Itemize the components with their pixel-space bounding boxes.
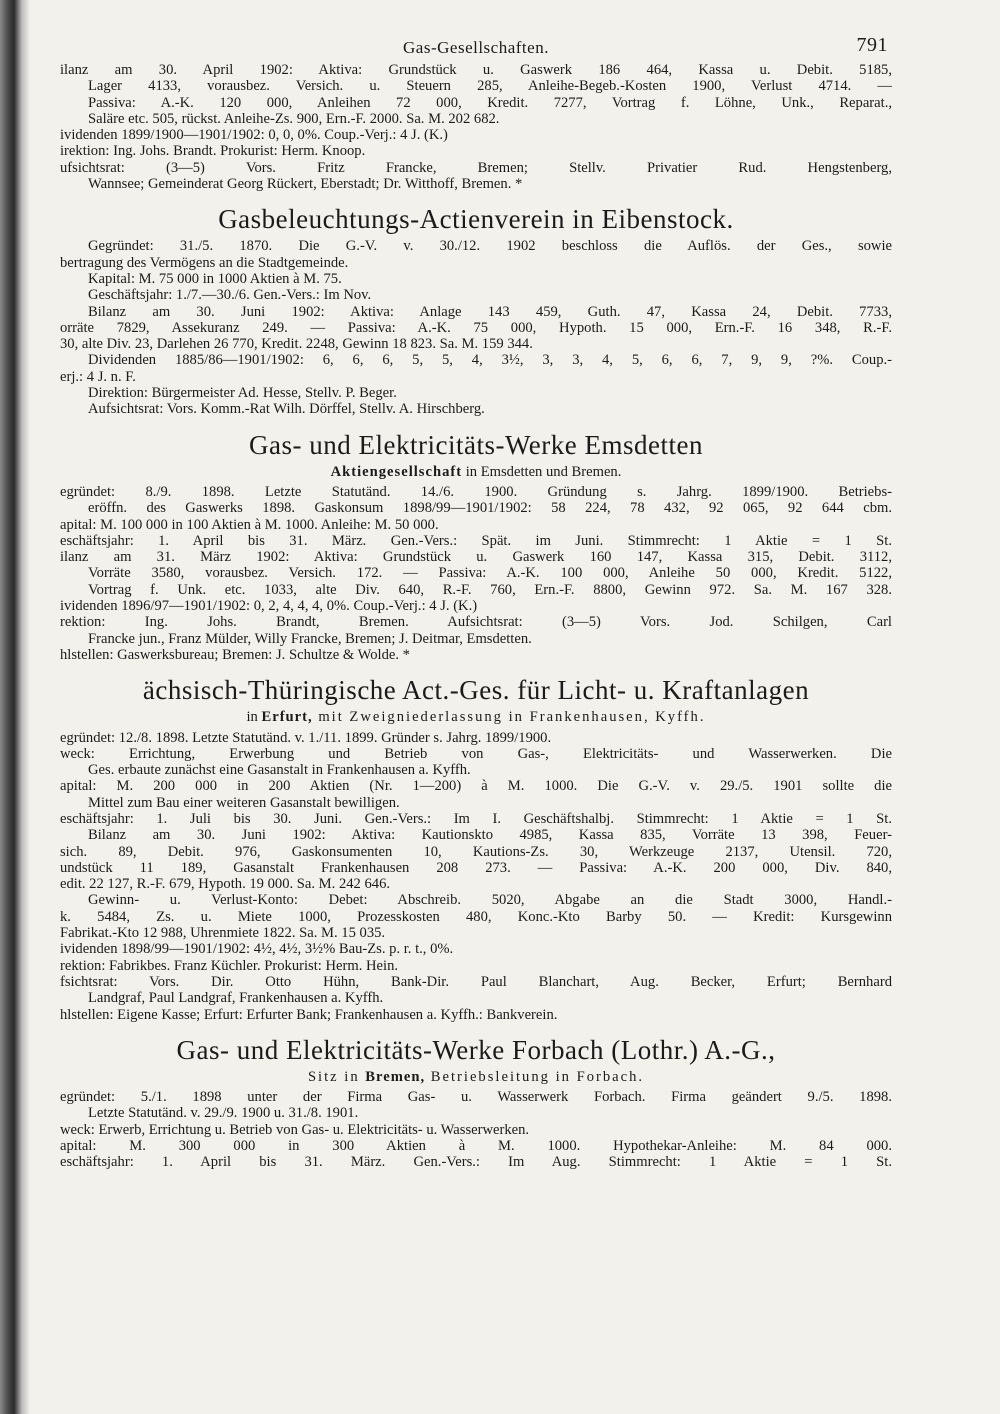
text-line: apital: M. 200 000 in 200 Aktien (Nr. 1—200) à M. 1000. Die G.-V. v. 29./5. 1901 sollte die <box>60 778 892 795</box>
text-line: Lager 4133, vorausbez. Versich. u. Steuern 285, Anleihe-Begeb.-Kosten 1900, Verlust 4714. — <box>88 78 892 95</box>
text-line: Bilanz am 30. Juni 1902: Aktiva: Kautionskto 4985, Kassa 835, Vorräte 13 398, Feuer- <box>88 827 892 844</box>
text-line: sich. 89, Debit. 976, Gaskonsumenten 10, Kautions-Zs. 30, Werkzeuge 2137, Utensil. 720, <box>60 843 892 860</box>
company-subtitle <box>60 1069 892 1085</box>
text-line: eröffn. des Gaswerks 1898. Gaskonsum 1898/99—1901/1902: 58 224, 78 432, 92 065, 92 644 cbm. <box>88 500 892 517</box>
entry-forbach <box>60 1033 892 1171</box>
text-line: weck: Errichtung, Erwerbung und Betrieb von Gas-, Elektricitäts- und Wasserwerken. Die <box>60 745 892 762</box>
text-line: Aufsichtsrat: Vors. Komm.-Rat Wilh. Dörffel, Stellv. A. Hirschberg. <box>88 401 485 418</box>
company-title: ächsisch-Thüringische Act.-Ges. für Licht- u. Kraftanlagen <box>142 675 810 706</box>
company-title: Gas- und Elektricitäts-Werke Forbach (Lothr.) A.-G., <box>176 1034 776 1065</box>
entry-eibenstock <box>60 202 892 417</box>
text-line: Vorräte 3580, vorausbez. Versich. 172. — Passiva: A.-K. 100 000, Anleihe 50 000, Kredit. 5122, <box>88 565 892 582</box>
scanned-page-edge <box>0 0 30 1414</box>
company-subtitle-bold: Erfurt, <box>261 709 313 726</box>
text-line: 30, alte Div. 23, Darlehen 26 770, Kredit. 2248, Gewinn 18 823. Sa. M. 159 344. <box>60 336 533 353</box>
text-line: k. 5484, Zs. u. Miete 1000, Prozesskosten 480, Konc.-Kto Barby 50. — Kredit: Kursgewinn <box>60 908 892 925</box>
text-line: ividenden 1899/1900—1901/1902: 0, 0, 0%. Coup.-Verj.: 4 J. (K.) <box>60 127 448 144</box>
company-subtitle-rest: in Emsdetten und Bremen. <box>462 463 622 480</box>
text-line: Francke jun., Franz Mülder, Willy Francke, Bremen; J. Deitmar, Emsdetten. <box>88 630 532 647</box>
text-line: Gewinn- u. Verlust-Konto: Debet: Abschreib. 5020, Abgabe an die Stadt 3000, Handl.- <box>88 892 892 909</box>
company-subtitle-rest: Betriebsleitung in Forbach. <box>425 1068 645 1085</box>
text-line: Letzte Statutänd. v. 29./9. 1900 u. 31./8. 1901. <box>88 1105 359 1122</box>
text-line: egründet: 5./1. 1898 unter der Firma Gas- u. Wasserwerk Forbach. Firma geändert 9./5. 1898. <box>60 1089 892 1106</box>
text-line: Bilanz am 30. Juni 1902: Aktiva: Anlage 143 459, Guth. 47, Kassa 24, Debit. 7733, <box>88 303 892 320</box>
text-line: ividenden 1898/99—1901/1902: 4½, 4½, 3½% Bau-Zs. p. r. t., 0%. <box>60 941 454 958</box>
page-number: 791 <box>856 34 888 56</box>
entry-erfurt <box>60 673 892 1023</box>
text-line: egründet: 8./9. 1898. Letzte Statutänd. 14./6. 1900. Gründung s. Jahrg. 1899/1900. Betriebs- <box>60 483 892 500</box>
text-line: apital: M. 100 000 in 100 Aktien à M. 1000. Anleihe: M. 50 000. <box>60 516 439 533</box>
company-subtitle <box>60 709 892 725</box>
text-line: Saläre etc. 505, rückst. Anleihe-Zs. 900, Ern.-F. 2000. Sa. M. 202 682. <box>88 110 500 127</box>
document-page <box>60 30 892 1171</box>
text-line: Fabrikat.-Kto 12 988, Uhrenmiete 1822. Sa. M. 15 035. <box>60 925 386 942</box>
text-line: Dividenden 1885/86—1901/1902: 6, 6, 6, 5, 5, 4, 3½, 3, 3, 4, 5, 6, 6, 7, 9, 9, ?%. Coup.- <box>88 352 892 369</box>
text-line: Kapital: M. 75 000 in 1000 Aktien à M. 75. <box>88 270 342 287</box>
company-subtitle-bold: Aktiengesellschaft <box>330 463 463 480</box>
text-line: orräte 7829, Assekuranz 249. — Passiva: A.-K. 75 000, Hypoth. 15 000, Ern.-F. 16 348, R.-F. <box>60 319 892 336</box>
text-line: erj.: 4 J. n. F. <box>60 368 136 385</box>
text-line: weck: Erwerb, Errichtung u. Betrieb von Gas- u. Elektricitäts- u. Wasserwerken. <box>60 1121 530 1138</box>
running-head-title: Gas-Gesellschaften. <box>403 38 549 57</box>
text-line: fsichtsrat: Vors. Dir. Otto Hühn, Bank-Dir. Paul Blanchart, Aug. Becker, Erfurt; Bernhard <box>60 973 892 990</box>
company-title: Gasbeleuchtungs-Actienverein in Eibenstock. <box>218 204 734 235</box>
entry-emsdetten <box>60 428 892 664</box>
text-line: irektion: Ing. Johs. Brandt. Prokurist: Herm. Knoop. <box>60 143 366 160</box>
text-line: hlstellen: Gaswerksbureau; Bremen: J. Schultze & Wolde. * <box>60 646 410 663</box>
text-line: Vortrag f. Unk. etc. 1033, alte Div. 640, R.-F. 760, Ern.-F. 8800, Gewinn 972. Sa. M. 167 328. <box>88 581 892 598</box>
text-line: Wannsee; Gemeinderat Georg Rückert, Eberstadt; Dr. Witthoff, Bremen. * <box>88 176 523 193</box>
text-line: ilanz am 31. März 1902: Aktiva: Grundstück u. Gaswerk 160 147, Kassa 315, Debit. 3112, <box>60 549 892 566</box>
company-subtitle-pre: in <box>246 709 262 726</box>
company-subtitle-rest: mit Zweigniederlassung in Frankenhausen, Kyffh. <box>312 709 706 726</box>
text-line: ividenden 1896/97—1901/1902: 0, 2, 4, 4, 4, 0%. Coup.-Verj.: 4 J. (K.) <box>60 598 478 615</box>
text-line: Gegründet: 31./5. 1870. Die G.-V. v. 30./12. 1902 beschloss die Auflös. der Ges., sowie <box>88 238 892 255</box>
text-line: Geschäftsjahr: 1./7.—30./6. Gen.-Vers.: Im Nov. <box>88 287 372 304</box>
company-title: Gas- und Elektricitäts-Werke Emsdetten <box>249 429 703 460</box>
text-line: hlstellen: Eigene Kasse; Erfurt: Erfurter Bank; Frankenhausen a. Kyffh.: Bankverein. <box>60 1006 558 1023</box>
text-line: Mittel zum Bau einer weiteren Gasanstalt bewilligen. <box>88 794 400 811</box>
text-line: ufsichtsrat: (3—5) Vors. Fritz Francke, Bremen; Stellv. Privatier Rud. Hengstenberg, <box>60 159 892 176</box>
running-head <box>60 30 892 62</box>
text-line: Passiva: A.-K. 120 000, Anleihen 72 000, Kredit. 7277, Vortrag f. Löhne, Unk., Reparat., <box>88 94 892 111</box>
text-line: rektion: Ing. Johs. Brandt, Bremen. Aufsichtsrat: (3—5) Vors. Jod. Schilgen, Carl <box>60 614 892 631</box>
text-line: undstück 11 189, Gasanstalt Frankenhausen 208 273. — Passiva: A.-K. 200 000, Div. 840, <box>60 859 892 876</box>
company-subtitle <box>60 464 892 480</box>
text-line: bertragung des Vermögens an die Stadtgemeinde. <box>60 254 349 271</box>
text-line: edit. 22 127, R.-F. 679, Hypoth. 19 000. Sa. M. 242 646. <box>60 876 391 893</box>
text-line: egründet: 12./8. 1898. Letzte Statutänd. v. 1./11. 1899. Gründer s. Jahrg. 1899/1900. <box>60 729 552 746</box>
text-line: rektion: Fabrikbes. Franz Küchler. Prokurist: Herm. Hein. <box>60 957 399 974</box>
text-line: eschäftsjahr: 1. April bis 31. März. Gen.-Vers.: Im Aug. Stimmrecht: 1 Aktie = 1 St. <box>60 1154 892 1171</box>
text-line: Direktion: Bürgermeister Ad. Hesse, Stellv. P. Beger. <box>88 385 397 402</box>
company-subtitle-pre: Sitz in <box>307 1068 366 1085</box>
text-line: eschäftsjahr: 1. April bis 31. März. Gen.-Vers.: Spät. im Juni. Stimmrecht: 1 Aktie = 1 St. <box>60 532 892 549</box>
company-subtitle-bold: Bremen, <box>365 1068 426 1085</box>
entry-continued <box>60 62 892 192</box>
text-line: apital: M. 300 000 in 300 Aktien à M. 1000. Hypothekar-Anleihe: M. 84 000. <box>60 1138 892 1155</box>
text-line: ilanz am 30. April 1902: Aktiva: Grundstück u. Gaswerk 186 464, Kassa u. Debit. 5185, <box>60 62 892 78</box>
text-line: Landgraf, Paul Landgraf, Frankenhausen a. Kyffh. <box>88 990 384 1007</box>
text-line: Ges. erbaute zunächst eine Gasanstalt in Frankenhausen a. Kyffh. <box>88 762 471 779</box>
text-line: eschäftsjahr: 1. Juli bis 30. Juni. Gen.-Vers.: Im I. Geschäftshalbj. Stimmrecht: 1 Aktie = 1 St. <box>60 810 892 827</box>
